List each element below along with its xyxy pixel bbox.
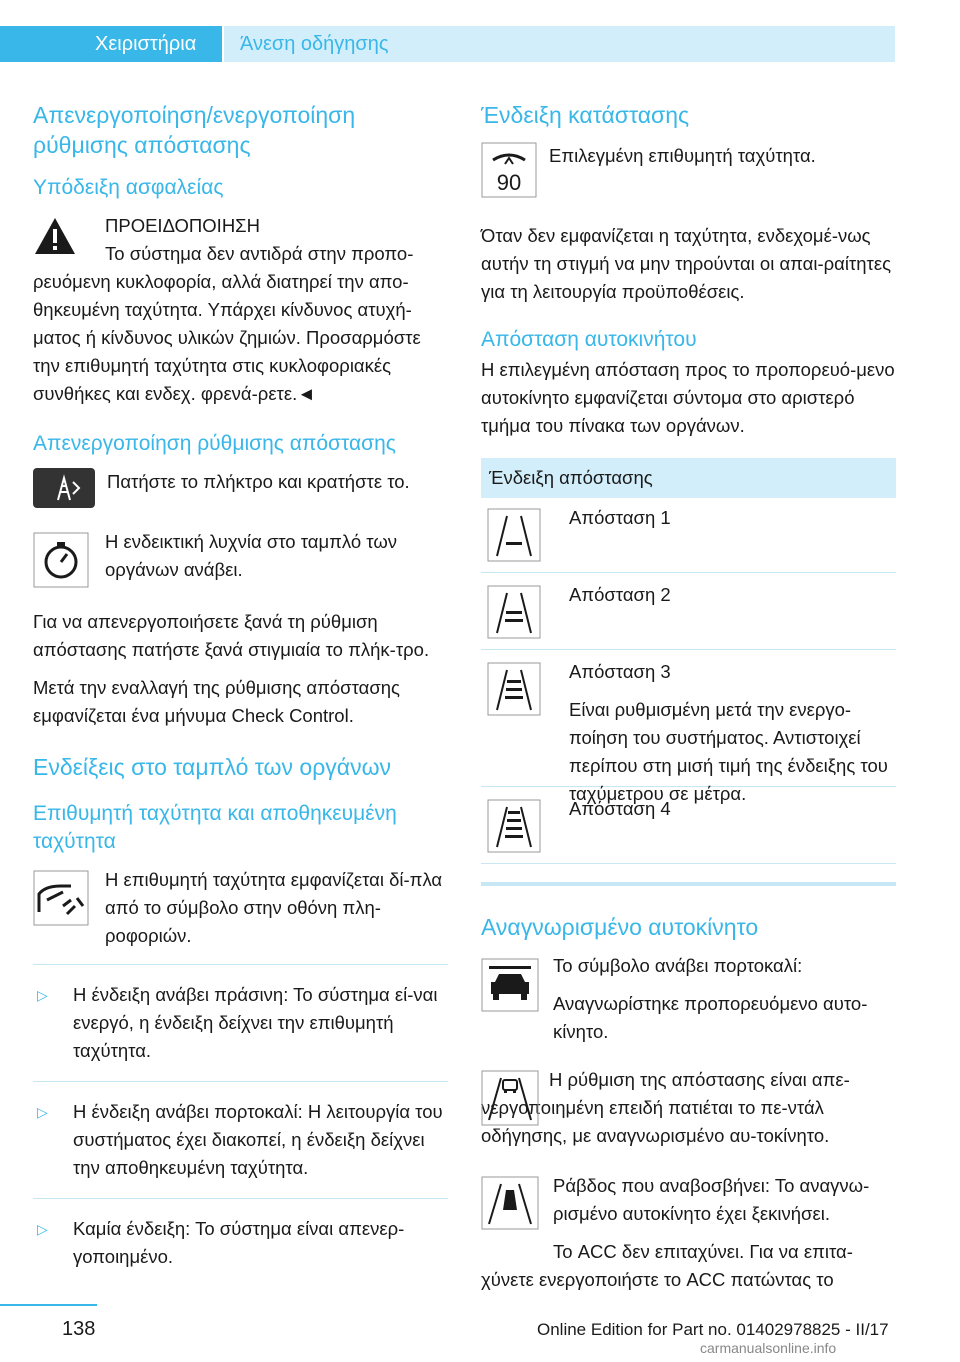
warning-block [33, 212, 448, 408]
deactivated-text: Η ρύθμιση της απόστασης είναι απε-νεργοποιημένη επειδή πατιέται το πε-ντάλ οδήγησης, με αναγνωρισμένο αυ-τοκίνητο. [481, 1069, 850, 1146]
list-item: ▷ Καμία ένδειξη: Το σύστημα είναι απενερ-γοποιημένο. [33, 1215, 448, 1271]
speedometer-lamp-icon [33, 532, 89, 588]
tab-driving-comfort[interactable] [224, 26, 895, 62]
orange-symbol-text: Το σύμβολο ανάβει πορτοκαλί: [553, 955, 803, 976]
blinking-text: Ράβδος που αναβοσβήνει: Το αναγνω-ρισμένο αυτοκίνητο έχει ξεκινήσει. [553, 1175, 870, 1224]
lamp-row [33, 528, 448, 598]
distance-3-icon [487, 662, 541, 716]
deactivated-row [481, 1066, 896, 1150]
tab-driving-comfort-label: Άνεση οδήγησης [240, 33, 389, 55]
check-control-text: Μετά την εναλλαγή της ρύθμισης απόστασης εμφανίζεται ένα μήνυμα Check Control. [33, 677, 400, 726]
acc-text: Το ACC δεν επιταχύνει. Για να επιτα-χύνετε ενεργοποιήστε το ACC πατώντας το [481, 1241, 853, 1290]
reactivate-text: Για να απενεργοποιήσετε ξανά τη ρύθμιση απόστασης πατήστε ξανά στιγμιαία το πλήκ-τρο. [33, 611, 430, 660]
car-icon [481, 958, 539, 1012]
blinking-bar-icon [481, 1176, 539, 1230]
no-speed-text: Όταν δεν εμφανίζεται η ταχύτητα, ενδεχομέ-νως αυτήν τη στιγμή να μην τηρούνται οι απαι-ραίτητες για τη λειτουργία προϋποθέσεις. [481, 225, 891, 302]
list-item: ▷ Η ένδειξη ανάβει πράσινη: Το σύστημα εί-ναι ενεργό, η ένδειξη δείχνει την επιθυμητή ταχύτητα. [33, 981, 448, 1065]
warning-label: ΠΡΟΕΙΔΟΠΟΙΗΣΗ [105, 215, 260, 236]
bullet-triangle-icon: ▷ [37, 1221, 48, 1237]
table-cell: Απόσταση 4 [569, 798, 671, 819]
bullet-triangle-icon: ▷ [37, 1104, 48, 1120]
desired-speed-heading: Επιθυμητή ταχύτητα και αποθηκευμένη ταχύτητα [33, 802, 397, 853]
divider [33, 1198, 448, 1199]
list-item: ▷ Η ένδειξη ανάβει πορτοκαλί: Η λειτουργία του συστήματος έχει διακοπεί, η ένδειξη δείχνει την αποθηκευμένη ταχύτητα. [33, 1098, 448, 1182]
deactivation-heading: Απενεργοποίηση ρύθμισης απόστασης [33, 432, 396, 455]
lamp-text: Η ενδεικτική λυχνία στο ταμπλό των οργάνων ανάβει. [105, 531, 398, 580]
desired-speed-row [33, 866, 448, 950]
vehicle-distance-text: Η επιλεγμένη απόσταση προς το προπορευό-μενο αυτοκίνητο εμφανίζεται σύντομα στο αριστερό τμήμα του πίνακα των οργάνων. [481, 359, 895, 436]
distance-4-icon [487, 799, 541, 853]
page-number: 138 [62, 1318, 96, 1340]
recognized-row [481, 952, 896, 1046]
warning-text: Το σύστημα δεν αντιδρά στην προπο-ρευόμενη κυκλοφορία, αλλά διατηρεί την απο-θηκευμένη ταχύτητα. Υπάρχει κίνδυνος ατυχή-ματος ή κίνδυνος υλικών ζημιών. Προσαρμόστε την επιθυμητή ταχύτητα στις κυκλοφοριακές συνθήκες και ενδεχ. φρενά-ρετε.◄ [33, 243, 421, 404]
selected-speed-text: Επιλεγμένη επιθυμητή ταχύτητα. [549, 145, 816, 166]
button-row [33, 468, 448, 520]
blinking-row [481, 1172, 896, 1294]
cruise-control-icon [33, 870, 89, 926]
tab-controls-label: Χειριστήρια [95, 33, 197, 55]
bullet-triangle-icon: ▷ [37, 987, 48, 1003]
distance-table-header: Ένδειξη απόστασης [481, 458, 896, 498]
distance-1-icon [487, 508, 541, 562]
car-road-icon [481, 1070, 539, 1126]
table-row [481, 581, 896, 650]
table-cell: Απόσταση 2 [569, 584, 671, 605]
selected-speed-row [481, 142, 896, 214]
warning-icon [33, 216, 77, 256]
distance-2-icon [487, 585, 541, 639]
table-cell-label: Απόσταση 3 [569, 661, 671, 682]
speed-display-icon [481, 142, 537, 198]
table-cell: Απόσταση 1 [569, 507, 671, 528]
recognized-vehicle-heading: Αναγνωρισμένο αυτοκίνητο [481, 914, 759, 940]
vehicle-distance-heading: Απόσταση αυτοκινήτου [481, 328, 697, 351]
divider [33, 964, 448, 965]
table-cell [569, 658, 895, 808]
table-row [481, 795, 896, 864]
distance-button-icon [33, 468, 95, 508]
speed-value: 90 [496, 170, 522, 195]
divider [33, 1081, 448, 1082]
status-heading: Ένδειξη κατάστασης [481, 102, 690, 128]
table-row [481, 658, 896, 804]
tab-controls[interactable] [0, 26, 222, 62]
footer-rule [0, 1304, 97, 1306]
left-column [33, 100, 448, 1287]
section-title: Απενεργοποίηση/ενεργοποίηση ρύθμισης απόστασης [33, 102, 356, 158]
header-tabs [0, 26, 895, 62]
watermark: carmanualsonline.info [700, 1340, 837, 1356]
recognized-text: Αναγνωρίστηκε προπορευόμενο αυτο-κίνητο. [553, 993, 868, 1042]
desired-speed-text: Η επιθυμητή ταχύτητα εμφανίζεται δί-πλα από το σύμβολο στην οθόνη πλη-ροφοριών. [105, 869, 443, 946]
press-hold-text: Πατήστε το πλήκτρο και κρατήστε το. [107, 471, 410, 492]
safety-heading: Υπόδειξη ασφαλείας [33, 176, 224, 199]
table-cell-note: Είναι ρυθμισμένη μετά την ενεργο-ποίηση του συστήματος. Αντιστοιχεί περίπου στη μισή τιμή της ένδειξης του ταχύμετρου σε μέτρα. [569, 699, 888, 804]
edition-text: Online Edition for Part no. 01402978825 - II/17 [537, 1320, 889, 1339]
table-end-rule [481, 882, 896, 886]
right-column [481, 100, 896, 1304]
indicators-heading: Ενδείξεις στο ταμπλό των οργάνων [33, 754, 392, 780]
table-row [481, 504, 896, 573]
